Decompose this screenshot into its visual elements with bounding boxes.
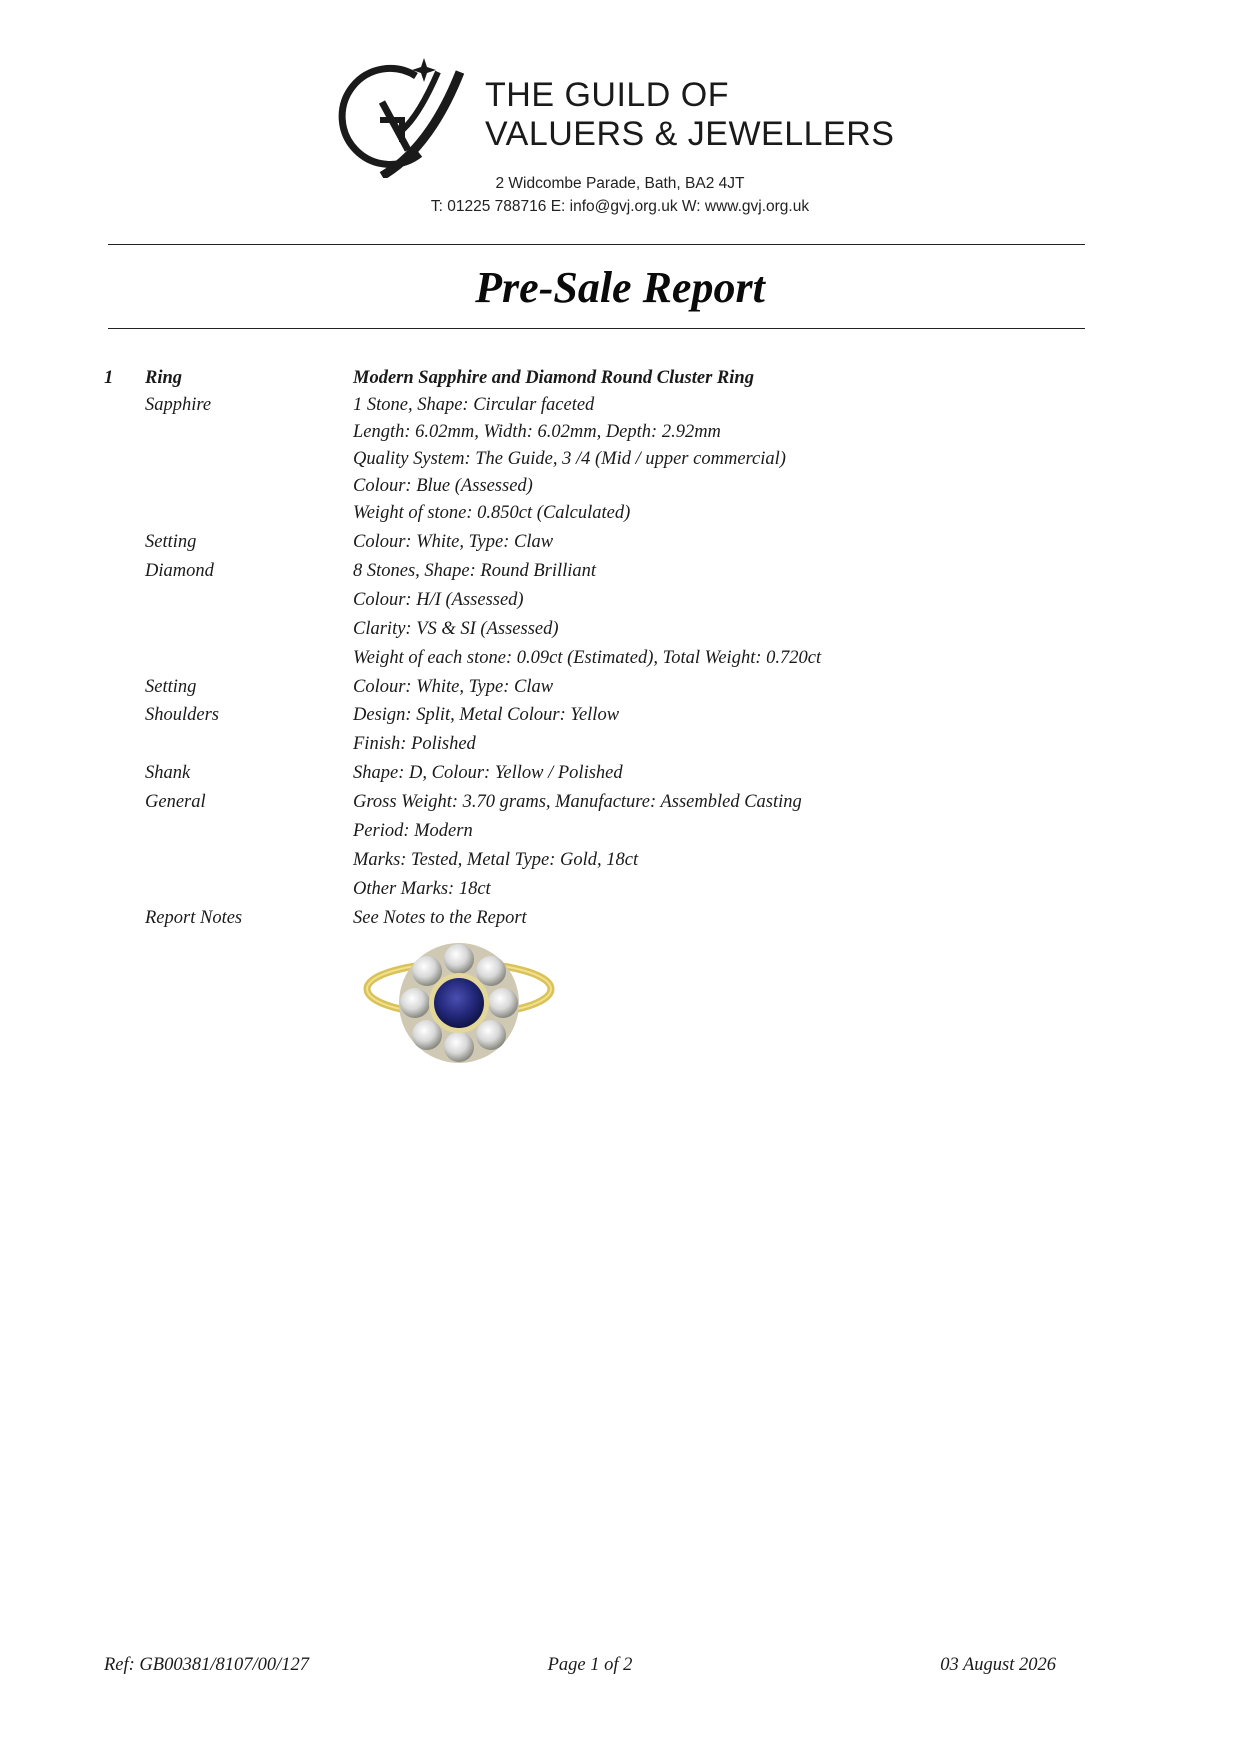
organisation-name-line1: THE GUILD OF [485, 76, 730, 114]
detail-value: Other Marks: 18ct [353, 879, 491, 899]
detail-row [0, 821, 1240, 847]
letterhead [0, 50, 1240, 225]
detail-row [0, 532, 1240, 558]
detail-row [0, 561, 1240, 587]
detail-row [0, 422, 1240, 448]
detail-value: Quality System: The Guide, 3 /4 (Mid / upper commercial) [353, 449, 786, 469]
detail-row [0, 476, 1240, 502]
ring-photo [355, 935, 555, 1075]
detail-value: Modern Sapphire and Diamond Round Cluster Ring [353, 368, 754, 388]
detail-label: Setting [145, 677, 197, 697]
page-title: Pre-Sale Report [475, 263, 765, 312]
detail-value: See Notes to the Report [353, 908, 527, 928]
detail-label: Sapphire [145, 395, 212, 415]
detail-value: Colour: White, Type: Claw [353, 532, 554, 552]
detail-row [0, 908, 1240, 934]
detail-label: Diamond [145, 561, 214, 581]
detail-row [0, 619, 1240, 645]
detail-value: Design: Split, Metal Colour: Yellow [353, 705, 620, 725]
detail-label: General [145, 792, 206, 812]
detail-label: Shoulders [145, 705, 219, 725]
organisation-name [485, 76, 894, 154]
detail-row [0, 368, 1240, 394]
item-number: 1 [104, 368, 114, 388]
report-reference: Ref: GB00381/8107/00/127 [104, 1655, 310, 1675]
organisation-address: 2 Widcombe Parade, Bath, BA2 4JT [495, 175, 745, 192]
detail-row [0, 590, 1240, 616]
detail-label: Setting [145, 532, 197, 552]
detail-row [0, 395, 1240, 421]
detail-row [0, 792, 1240, 818]
detail-row [0, 449, 1240, 475]
detail-value: Colour: H/I (Assessed) [353, 590, 524, 610]
detail-value: 8 Stones, Shape: Round Brilliant [353, 561, 597, 581]
gvj-logo-icon [320, 58, 480, 178]
detail-value: 1 Stone, Shape: Circular faceted [353, 395, 595, 415]
detail-value: Marks: Tested, Metal Type: Gold, 18ct [353, 850, 639, 870]
detail-row [0, 850, 1240, 876]
detail-value: Length: 6.02mm, Width: 6.02mm, Depth: 2.92mm [353, 422, 721, 442]
detail-label: Shank [145, 763, 191, 783]
detail-label: Ring [145, 368, 183, 388]
organisation-contact: T: 01225 788716 E: info@gvj.org.uk W: www.gvj.org.uk [430, 198, 810, 215]
detail-row [0, 734, 1240, 760]
detail-value: Shape: D, Colour: Yellow / Polished [353, 763, 623, 783]
page-number: Page 1 of 2 [547, 1655, 633, 1675]
detail-row [0, 503, 1240, 529]
detail-row [0, 677, 1240, 703]
detail-value: Weight of each stone: 0.09ct (Estimated), Total Weight: 0.720ct [353, 648, 822, 668]
detail-row [0, 763, 1240, 789]
report-date: 03 August 2026 [940, 1655, 1056, 1675]
detail-row [0, 879, 1240, 905]
detail-label: Report Notes [145, 908, 243, 928]
divider-bottom [108, 328, 1085, 329]
detail-value: Clarity: VS & SI (Assessed) [353, 619, 559, 639]
detail-value: Finish: Polished [353, 734, 476, 754]
detail-row [0, 648, 1240, 674]
detail-row [0, 705, 1240, 731]
detail-value: Weight of stone: 0.850ct (Calculated) [353, 503, 631, 523]
detail-value: Period: Modern [353, 821, 473, 841]
detail-value: Colour: White, Type: Claw [353, 677, 554, 697]
detail-value: Gross Weight: 3.70 grams, Manufacture: Assembled Casting [353, 792, 802, 812]
organisation-name-line2: VALUERS & JEWELLERS [485, 115, 895, 153]
divider-top [108, 244, 1085, 245]
detail-value: Colour: Blue (Assessed) [353, 476, 533, 496]
